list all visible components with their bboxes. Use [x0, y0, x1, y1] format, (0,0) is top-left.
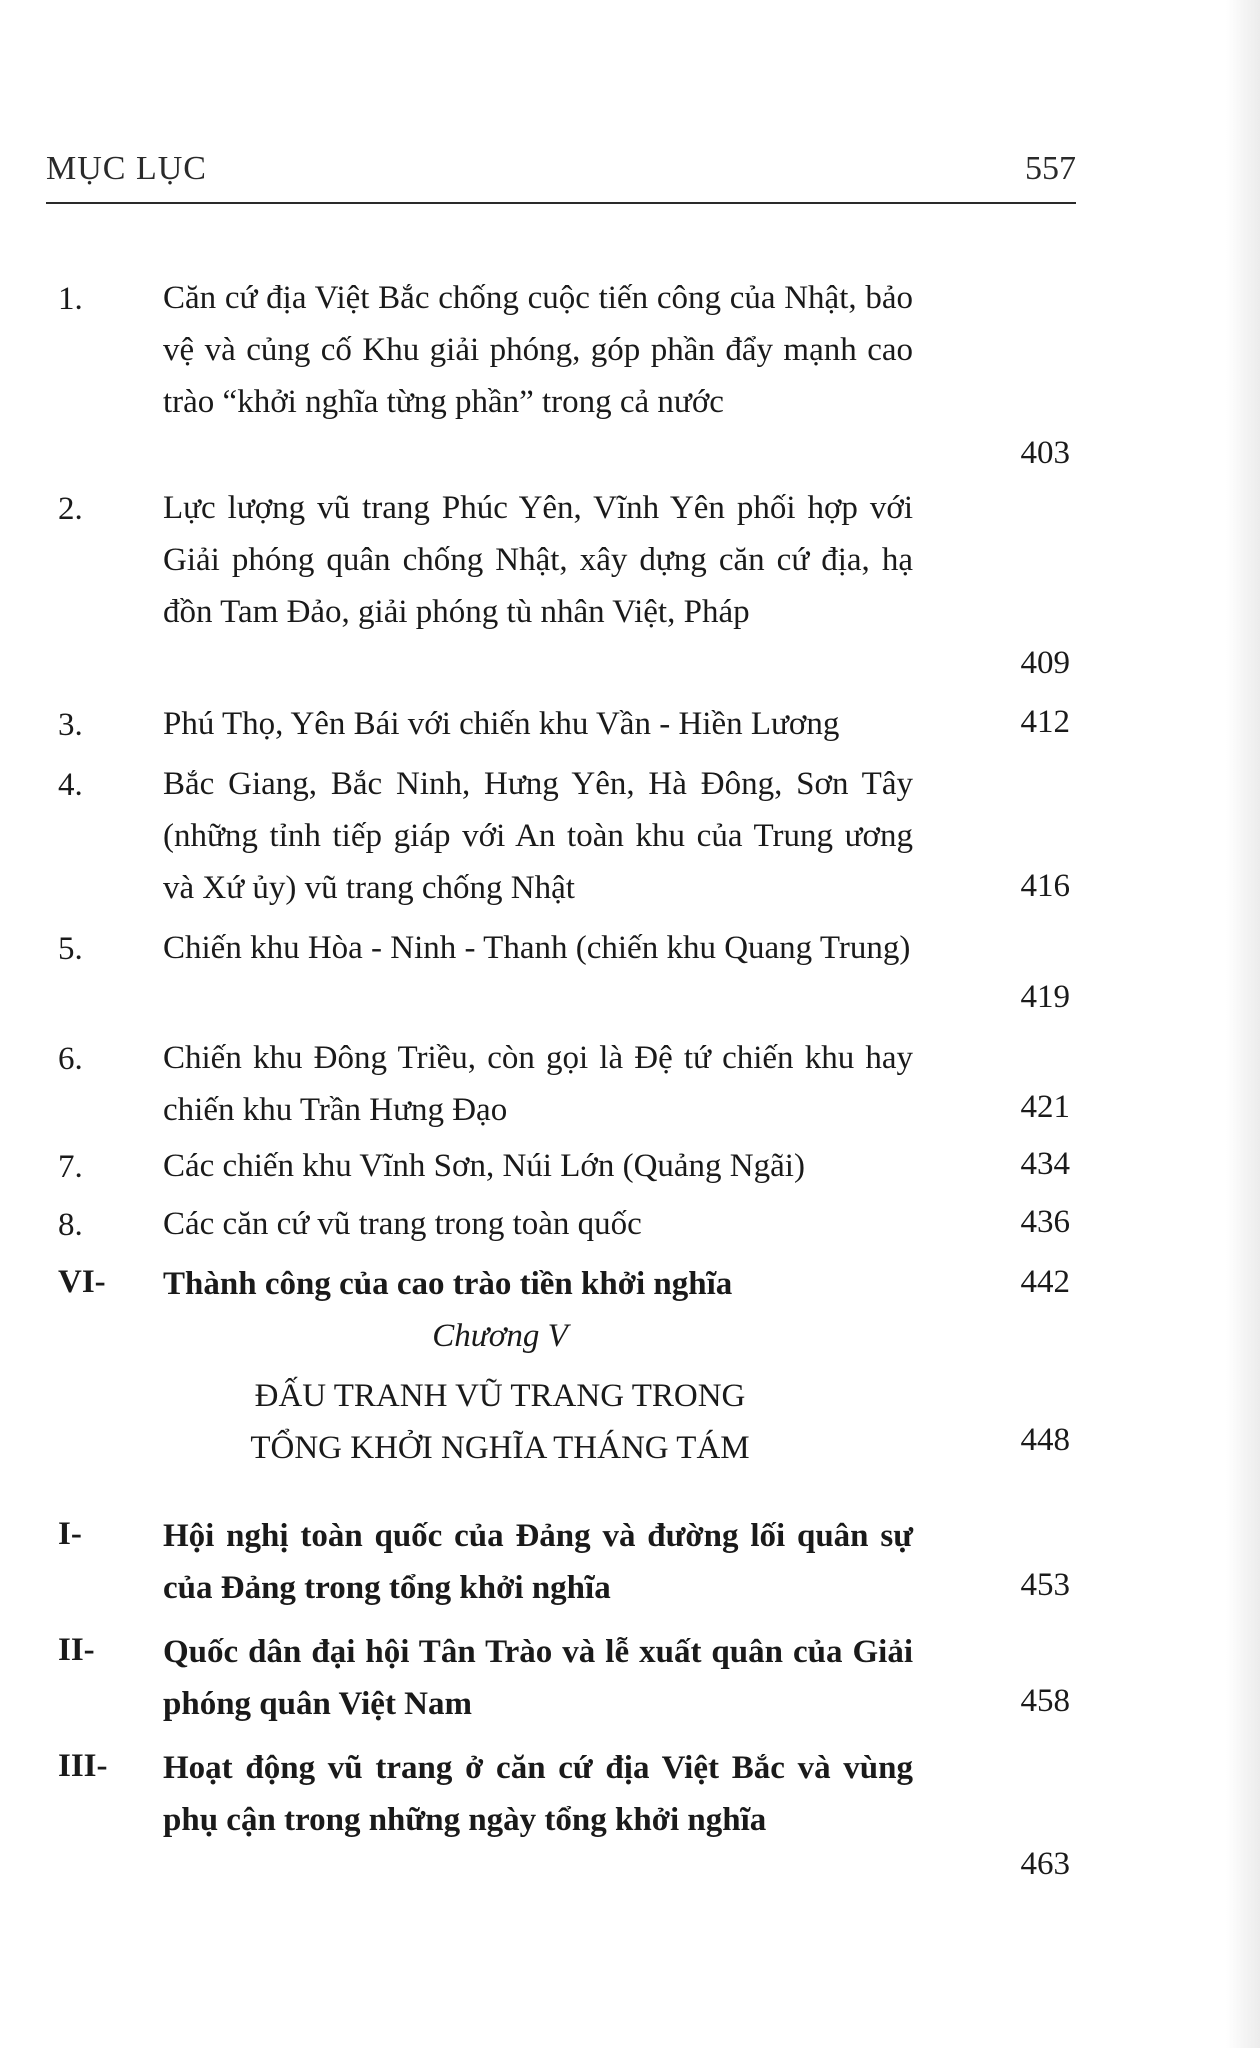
entry-number: 3.: [58, 707, 83, 743]
section-number: I-: [58, 1516, 82, 1552]
section-page: 463: [1020, 1846, 1070, 1882]
entry-title: Các căn cứ vũ trang trong toàn quốc: [163, 1206, 642, 1242]
entry-number: 1.: [58, 281, 83, 317]
entry-number: 4.: [58, 767, 83, 803]
entry-page: 434: [1020, 1146, 1070, 1182]
entry-page: 421: [1020, 1089, 1070, 1125]
section-title: Thành công của cao trào tiền khởi nghĩa: [163, 1266, 733, 1302]
entry-number: 6.: [58, 1041, 83, 1077]
section-page: 458: [1020, 1683, 1070, 1719]
entry-page: 412: [1020, 704, 1070, 740]
section-title: Quốc dân đại hội Tân Trào và lễ xuất quân của Giải phóng quân Việt Nam: [163, 1634, 913, 1722]
entry-title: Chiến khu Hòa - Ninh - Thanh (chiến khu Quang Trung): [163, 930, 911, 966]
section-title: Hội nghị toàn quốc của Đảng và đường lối quân sự của Đảng trong tổng khởi nghĩa: [163, 1518, 913, 1606]
page-number: 557: [1025, 150, 1076, 187]
entry-number: 8.: [58, 1207, 83, 1243]
entry-page: 436: [1020, 1204, 1070, 1240]
entry-number: 5.: [58, 931, 83, 967]
entry-title: Căn cứ địa Việt Bắc chống cuộc tiến công của Nhật, bảo vệ và củng cố Khu giải phóng, góp phần đẩy mạnh cao trào “khởi nghĩa từng phần” trong cả nước: [163, 280, 913, 420]
chapter-title: [0, 1370, 1000, 1474]
entry-number: 2.: [58, 491, 83, 527]
entry-title: Phú Thọ, Yên Bái với chiến khu Vần - Hiền Lương: [163, 706, 840, 742]
chapter-page: 448: [1020, 1422, 1070, 1458]
entry-page: 409: [1020, 645, 1070, 681]
chapter-label: Chương V: [432, 1318, 568, 1354]
entry-title: Bắc Giang, Bắc Ninh, Hưng Yên, Hà Đông, Sơn Tây (những tỉnh tiếp giáp với An toàn khu của Trung ương và Xứ ủy) vũ trang chống Nhật: [163, 766, 913, 906]
section-page: 442: [1020, 1264, 1070, 1300]
section-title: Hoạt động vũ trang ở căn cứ địa Việt Bắc và vùng phụ cận trong những ngày tổng khởi nghĩa: [163, 1750, 913, 1838]
entry-page: 419: [1020, 979, 1070, 1015]
entry-title: Các chiến khu Vĩnh Sơn, Núi Lớn (Quảng Ngãi): [163, 1148, 805, 1184]
page-edge-shadow: [1226, 0, 1260, 2048]
entry-title: Lực lượng vũ trang Phúc Yên, Vĩnh Yên phối hợp với Giải phóng quân chống Nhật, xây dựng căn cứ địa, hạ đồn Tam Đảo, giải phóng tù nhân Việt, Pháp: [163, 490, 913, 630]
section-number: II-: [58, 1632, 95, 1668]
chapter-title-line-1: ĐẤU TRANH VŨ TRANG TRONG: [254, 1378, 746, 1414]
entry-page: 403: [1020, 435, 1070, 471]
section-page: 453: [1020, 1567, 1070, 1603]
running-title: MỤC LỤC: [46, 150, 207, 187]
chapter-title-line-2: TỔNG KHỞI NGHĨA THÁNG TÁM: [250, 1430, 750, 1466]
entry-title: Chiến khu Đông Triều, còn gọi là Đệ tứ chiến khu hay chiến khu Trần Hưng Đạo: [163, 1040, 913, 1128]
section-number: VI-: [58, 1264, 106, 1300]
entry-number: 7.: [58, 1149, 83, 1185]
entry-page: 416: [1020, 868, 1070, 904]
section-number: III-: [58, 1748, 108, 1784]
